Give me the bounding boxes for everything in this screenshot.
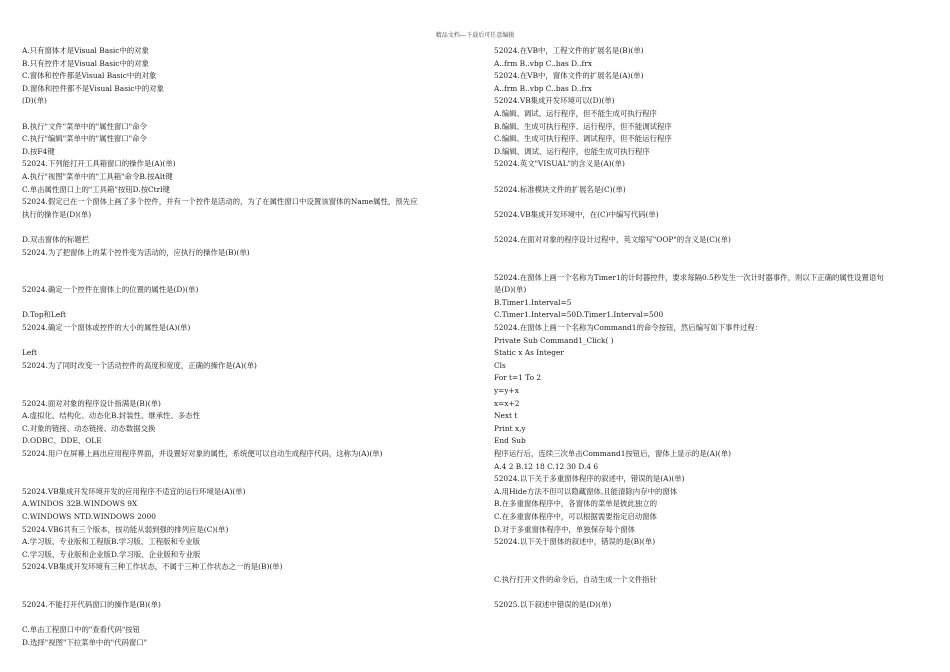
left-text-line: 52024.确定一个窗体或控件的大小的属性是(A)(单) — [22, 323, 191, 333]
right-text-line: 52024.在面对对象的程序设计过程中，英文缩写"OOP"的含义是(C)(单) — [494, 234, 731, 244]
left-text-line: D.ODBC、DDE、OLE — [22, 436, 102, 446]
right-text-line: End Sub — [494, 436, 526, 446]
right-text-line: A..frm B..vbp C..bas D..frx — [494, 83, 592, 93]
right-text-line: C.执行打开文件的命令后，自动生成一个文件指针 — [494, 574, 657, 584]
right-text-line: A.4 2 B.12 18 C.12 30 D.4 6 — [494, 461, 599, 471]
right-text-line — [494, 247, 944, 260]
right-text-line: Private Sub Command1_Click( ) — [494, 335, 614, 345]
left-text-line: C.对象的链接、动态链接、动态数据交换 — [22, 423, 156, 433]
left-text-line — [22, 108, 472, 121]
right-text-line: 52024.以下关于窗体的叙述中，错误的是(B)(单) — [494, 537, 656, 547]
right-text-line: Print x,y — [494, 423, 526, 433]
left-text-line: 52024.下列能打开工具箱窗口的操作是(A)(单) — [22, 159, 176, 169]
right-text-line: B.编辑、生成可执行程序、运行程序，但不能调试程序 — [494, 121, 672, 131]
left-text-line: C.WINDOWS NTD.WINDOWS 2000 — [22, 511, 156, 521]
left-text-line: 52024.用户在屏幕上画出应用程序界面，并设置好对象的属性，系统便可以自动生成程序代码，这称为(A)(单) — [22, 449, 383, 458]
right-text-line: B.在多重窗体程序中，各窗体的菜单是彼此独立的 — [494, 499, 657, 509]
right-text-line: D.对于多重窗体程序中，单独保存每个窗体 — [494, 524, 636, 534]
left-text-line — [22, 587, 472, 600]
right-text-line — [494, 221, 944, 234]
left-text-line: A.学习版、专业版和工程版B.学习版、工程版和专业版 — [22, 537, 201, 547]
left-text-line: 52024.为了同时改变一个活动控件的高度和宽度，正确的操作是(A)(单) — [22, 360, 257, 370]
right-text-line: Next t — [494, 411, 518, 421]
left-text-line — [22, 297, 472, 310]
right-text-line: A..frm B..vbp C..bas D..frx — [494, 58, 592, 68]
left-text-line: C.执行"编辑"菜单中的"属性窗口"命令 — [22, 134, 147, 144]
left-text-line: D.选择"视图"下拉菜单中的"代码窗口" — [22, 637, 148, 647]
right-text-line: 52024.英文"VISUAL"的含义是(A)(单) — [494, 159, 625, 169]
left-text-line — [22, 385, 472, 398]
left-text-line: 执行的操作是(D)(单) — [22, 209, 92, 219]
left-text-line — [22, 259, 472, 272]
left-text-line — [22, 272, 472, 285]
right-text-line: 52024.标准模块文件的扩展名是(C)(单) — [494, 184, 626, 194]
left-text-line: C.单击工程窗口中的"查看代码"按钮 — [22, 625, 141, 635]
left-text-line: D.窗体和控件都不是Visual Basic中的对象 — [22, 83, 165, 93]
left-text-line — [22, 221, 472, 234]
right-text-line: x=x+2 — [494, 398, 520, 408]
right-text-line — [494, 196, 944, 209]
left-text-line: A.WINDOS 32B.WINDOWS 9X — [22, 499, 138, 509]
right-text-line: 52025.以下叙述中错误的是(D)(单) — [494, 600, 612, 610]
right-text-line: C.Timer1.Interval=50D.Timer1.Interval=500 — [494, 310, 664, 320]
right-text-line: 52024.在窗体上画一个名称为Timer1的计时器控件，要求每隔0.5秒发生一次计时器事件，则以下正确的属性设置语句 — [494, 272, 884, 282]
left-text-line: (D)(单) — [22, 96, 47, 106]
right-text-line — [494, 259, 944, 272]
left-text-line: A.执行"视图"菜单中的"工具箱"命令B.按Alt键 — [22, 171, 173, 181]
right-column — [494, 45, 944, 612]
left-text-line: D.双击窗体的标题栏 — [22, 234, 90, 244]
right-text-line: 是(D)(单) — [494, 285, 527, 295]
right-text-line: 程序运行后，连续三次单击Command1按钮后，窗体上显示的是(A)(单) — [494, 449, 731, 458]
right-text-line: 52024.VB集成开发环境中，在(C)中编写代码(单) — [494, 209, 659, 219]
right-text-line — [494, 587, 944, 600]
left-text-line: C.窗体和控件都是Visual Basic中的对象 — [22, 71, 157, 81]
right-text-line: 52024.在VB中，窗体文件的扩展名是(A)(单) — [494, 71, 644, 81]
left-text-line: B.只有控件才是Visual Basic中的对象 — [22, 58, 150, 68]
left-text-line: B.执行"文件"菜单中的"属性窗口"命令 — [22, 121, 147, 131]
right-text-line: 52024.在窗体上画一个名称为Command1的命令按钮，然后编写如下事件过程： — [494, 323, 763, 333]
left-text-line: A.只有窗体才是Visual Basic中的对象 — [22, 46, 149, 55]
right-text-line: 52024.VB集成开发环境可以(D)(单) — [494, 96, 615, 106]
right-text-line: Cls — [494, 360, 506, 370]
right-text-line: A.编辑、调试、运行程序，但不能生成可执行程序 — [494, 108, 657, 118]
right-text-line: C.编辑、生成可执行程序、调试程序，但不能运行程序 — [494, 134, 672, 144]
right-text-line — [494, 549, 944, 562]
right-text-line: y=y+x — [494, 386, 519, 396]
right-text-line: Static x As Integer — [494, 348, 564, 358]
left-text-line — [22, 335, 472, 348]
left-column — [22, 45, 472, 650]
left-text-line: 52024.为了把窗体上的某个控件变为活动的，应执行的操作是(B)(单) — [22, 247, 250, 257]
left-text-line: C.学习版、专业版和企业版D.学习版、企业版和专业版 — [22, 549, 201, 559]
left-text-line: 52024.VB集成开发环境开发的应用程序不适宜的运行环境是(A)(单) — [22, 486, 246, 496]
right-text-line: C.在多重窗体程序中，可以根据需要指定启动窗体 — [494, 511, 657, 521]
right-text-line — [494, 561, 944, 574]
left-text-line: C.单击属性窗口上的"工具箱"按钮D.按Ctrl键 — [22, 184, 170, 194]
right-text-line: 52024.在VB中，工程文件的扩展名是(B)(单) — [494, 46, 644, 55]
right-text-line: 52024.以下关于多重窗体程序的叙述中，错误的是(A)(单) — [494, 474, 685, 484]
left-text-line — [22, 612, 472, 625]
left-text-line: 52024.不能打开代码窗口的操作是(B)(单) — [22, 600, 161, 610]
left-text-line: 52024.面对对象的程序设计指满是(B)(单) — [22, 398, 161, 408]
right-text-line: A.用Hide方法不但可以隐藏窗体,且能清除内存中的窗体 — [494, 486, 678, 496]
left-text-line: 52024.VB集成开发环境有三种工作状态，不属于三种工作状态之一的是(B)(单) — [22, 562, 283, 572]
left-text-line: 52024.确定一个控件在窗体上的位置的属性是(D)(单) — [22, 285, 199, 295]
page-header: 精品文档---下载后可任意编辑 — [435, 32, 515, 39]
left-text-line — [22, 461, 472, 474]
left-text-line: Left — [22, 348, 37, 358]
right-text-line: B.Timer1.Interval=5 — [494, 297, 572, 307]
left-text-line — [22, 473, 472, 486]
left-text-line — [22, 574, 472, 587]
left-text-line: 52024.VB6共有三个版本，按功能从弱到强的排列应是(C)(单) — [22, 524, 229, 534]
left-text-line — [22, 372, 472, 385]
left-text-line: D.按F4键 — [22, 146, 55, 156]
left-text-line: 52024.假定已在一个窗体上画了多个控件，并有一个控件是活动的，为了在属性窗口中设置该窗体的Name属性，预先应 — [22, 197, 418, 207]
right-text-line — [494, 171, 944, 184]
right-text-line: For t=1 To 2 — [494, 373, 542, 383]
left-text-line: D.Top和Left — [22, 310, 66, 320]
right-text-line: D.编辑、调试、运行程序，也能生成可执行程序 — [494, 146, 650, 156]
left-text-line: A.虚拟化、结构化、动态化B.封装性、继承性、多态性 — [22, 411, 201, 421]
